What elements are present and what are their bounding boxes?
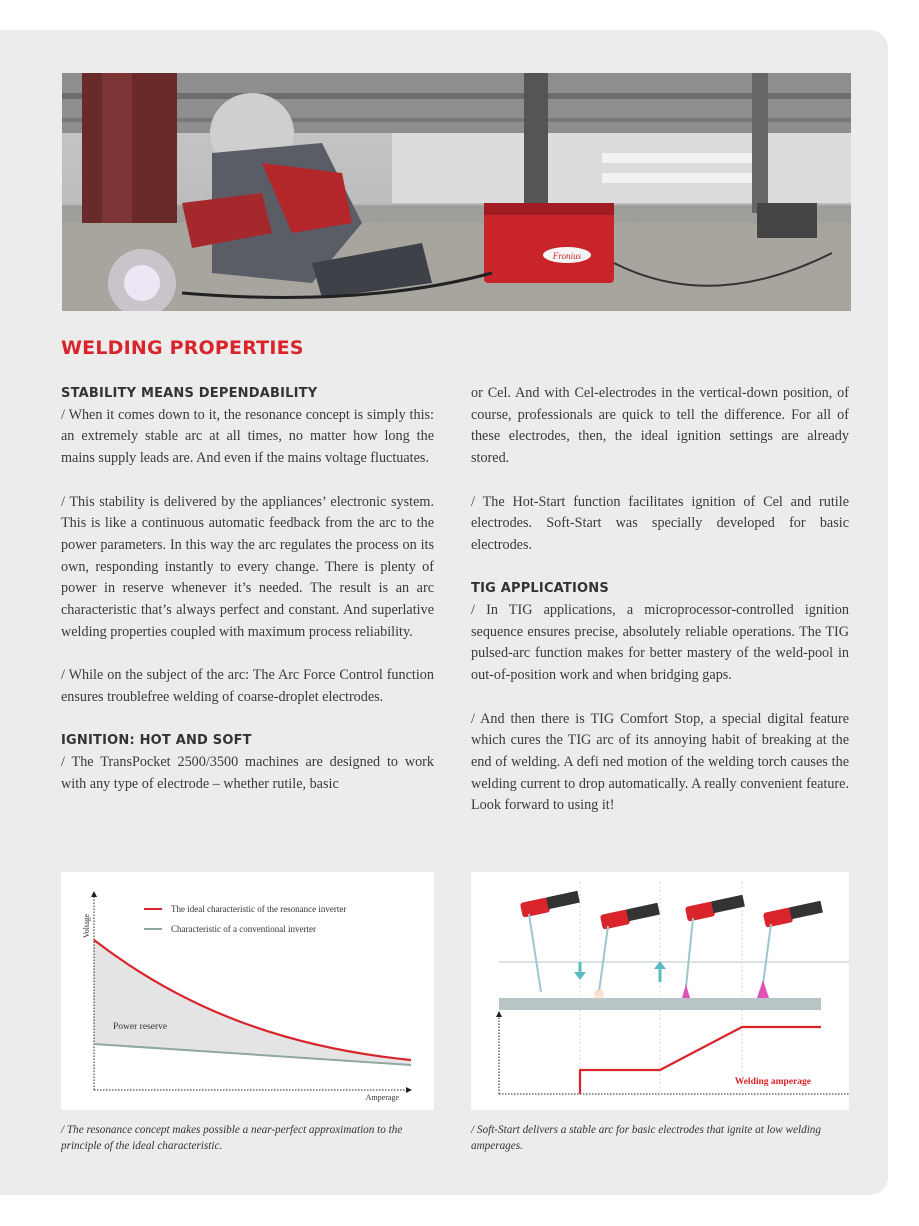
arrow-up-icon: [654, 961, 666, 982]
electrode-holder: [757, 901, 823, 998]
soft-start-diagram: [471, 872, 849, 1110]
heading-ignition: IGNITION: HOT AND SOFT: [61, 733, 252, 749]
electrode-holder: [594, 903, 660, 999]
electrode-holder: [520, 891, 580, 992]
section-title: WELDING PROPERTIES: [61, 337, 304, 359]
heading-stability: STABILITY MEANS DEPENDABILITY: [61, 386, 318, 401]
heading-tig: TIG APPLICATIONS: [471, 581, 609, 597]
paragraph: / The TransPocket 2500/3500 machines are designed to work with any type of electrode – whether rutile, basic: [61, 753, 434, 792]
electrode-holder: [682, 895, 745, 998]
y-axis-label: Voltage: [82, 913, 91, 938]
legend-ideal-label: The ideal characteristic of the resonance inverter: [171, 904, 347, 914]
paragraph: / In TIG applications, a microprocessor-controlled ignition sequence ensures precise, absolutely reliable operations. The TIG pulsed-arc function makes for better mastery of the weld-pool in out-of-position work and when bridging gaps.: [471, 602, 849, 684]
paragraph: / And then there is TIG Comfort Stop, a special digital feature which cures the TIG arc of its annoying habit of breaking at the end of welding. A defi ned motion of the welding torch causes the welding current to drop automatically. A really convenient feature. Look forward to using it!: [471, 710, 849, 814]
left-column: [61, 383, 434, 795]
arrow-down-icon: [574, 962, 586, 980]
welding-amperage-label: Welding amperage: [734, 1077, 811, 1087]
paragraph: / The Hot-Start function facilitates ignition of Cel and rutile electrodes. Soft-Start was specially developed for basic electrodes.: [471, 493, 849, 553]
hero-photo: [62, 73, 851, 311]
right-column: [471, 383, 849, 817]
paragraph: or Cel. And with Cel-electrodes in the vertical-down position, of course, professionals are quick to tell the difference. For all of these electrodes, then, the ideal ignition settings are already stored.: [471, 385, 849, 467]
paragraph: / This stability is delivered by the appliances’ electronic system. This is like a continuous automatic feedback from the arc to the power parameters. In this way the arc regulates the process on its own, responding instantly to every change. There is plenty of power in reserve whenever it’s needed. The result is an arc characteristic that’s always perfect and constant. And superlative welding properties coupled with maximum process reliability.: [61, 493, 434, 640]
fronius-logo-text: Fronius: [552, 251, 582, 261]
characteristic-diagram: [61, 872, 434, 1110]
figure1-caption: / The resonance concept makes possible a near-perfect approximation to the principle of the ideal characteristic.: [61, 1124, 403, 1152]
workpiece-plate: [499, 998, 821, 1010]
figure2-caption: / Soft-Start delivers a stable arc for basic electrodes that ignite at low welding amperages.: [471, 1124, 821, 1152]
x-axis-label: Amperage: [365, 1093, 399, 1102]
power-reserve-label: Power reserve: [113, 1022, 168, 1032]
paragraph: / While on the subject of the arc: The Arc Force Control function ensures troublefree welding of coarse-droplet electrodes.: [61, 667, 434, 705]
welder-scene-illustration: [62, 73, 851, 311]
legend-conventional-label: Characteristic of a conventional inverter: [171, 924, 316, 934]
paragraph: / When it comes down to it, the resonance concept is simply this: an extremely stable arc at all times, no matter how long the mains supply leads are. And even if the mains voltage fluctuates.: [61, 406, 434, 467]
